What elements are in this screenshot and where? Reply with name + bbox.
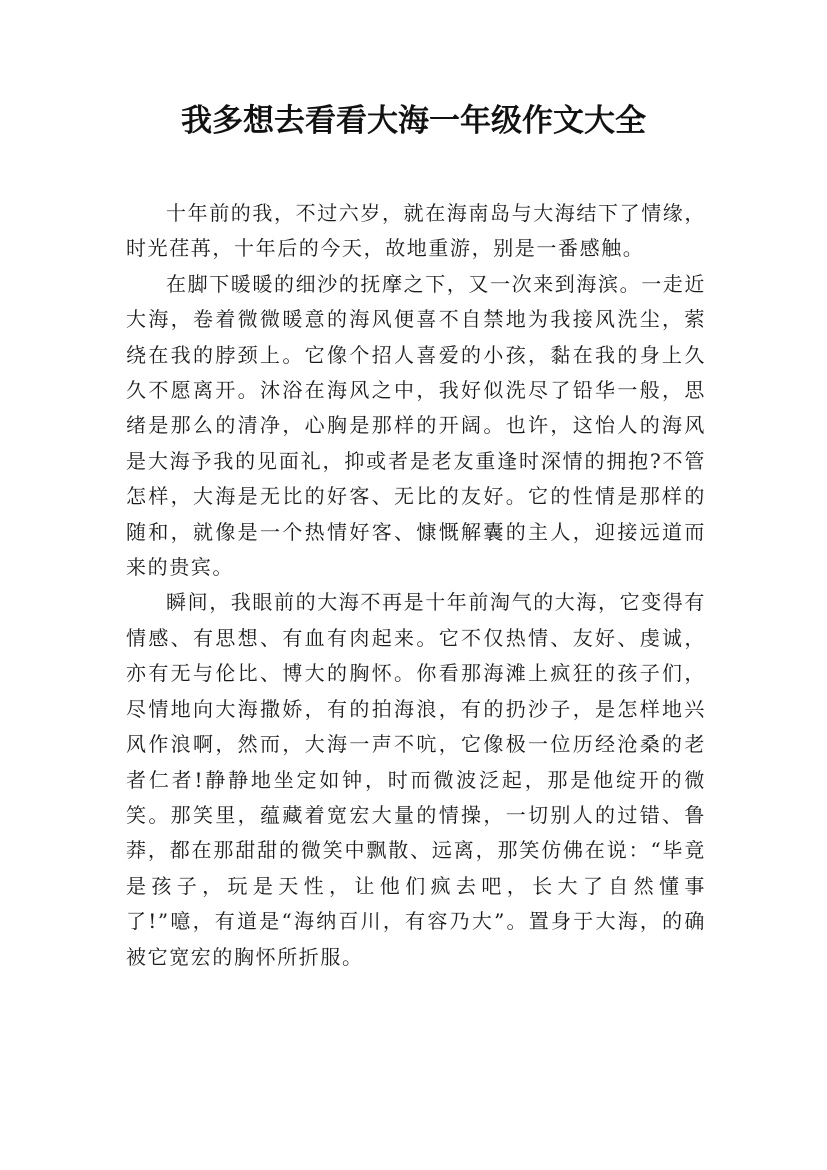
paragraph-1: 十年前的我，不过六岁，就在海南岛与大海结下了情缘，时光荏苒，十年后的今天，故地重游，别是一番感触。: [126, 201, 706, 261]
paragraph-3: 瞬间，我眼前的大海不再是十年前淘气的大海，它变得有情感、有思想、有血有肉起来。它不仅热情、友好、虔诚，亦有无与伦比、博大的胸怀。你看那海滩上疯狂的孩子们，尽情地向大海撒娇，有的拍海浪，有的扔沙子，是怎样地兴风作浪啊，然而，大海一声不吭，它像极一位历经沧桑的老者仁者!静静地坐定如钟，时而微波泛起，那是他绽开的微笑。那笑里，蕴藏着宽宏大量的情操，一切别人的过错、鲁莽，都在那甜甜的微笑中飘散、远离，那笑仿佛在说：“毕竟是孩子，玩是天性，让他们疯去吧，长大了自然懂事了!”噫，有道是“海纳百川，有容乃大”。置身于大海，的确被它宽宏的胸怀所折服。: [126, 590, 706, 969]
document-title: 我多想去看看大海一年级作文大全: [181, 103, 646, 139]
document-body: [126, 196, 706, 975]
paragraph-2: 在脚下暖暖的细沙的抚摩之下，又一次来到海滨。一走近大海，卷着微微暖意的海风便喜不自禁地为我接风洗尘，萦绕在我的脖颈上。它像个招人喜爱的小孩，黏在我的身上久久不愿离开。沐浴在海风之中，我好似洗尽了铅华一般，思绪是那么的清净，心胸是那样的开阔。也许，这怡人的海风是大海予我的见面礼，抑或者是老友重逢时深情的拥抱?不管怎样，大海是无比的好客、无比的友好。它的性情是那样的随和，就像是一个热情好客、慷慨解囊的主人，迎接远道而来的贵宾。: [126, 271, 706, 580]
